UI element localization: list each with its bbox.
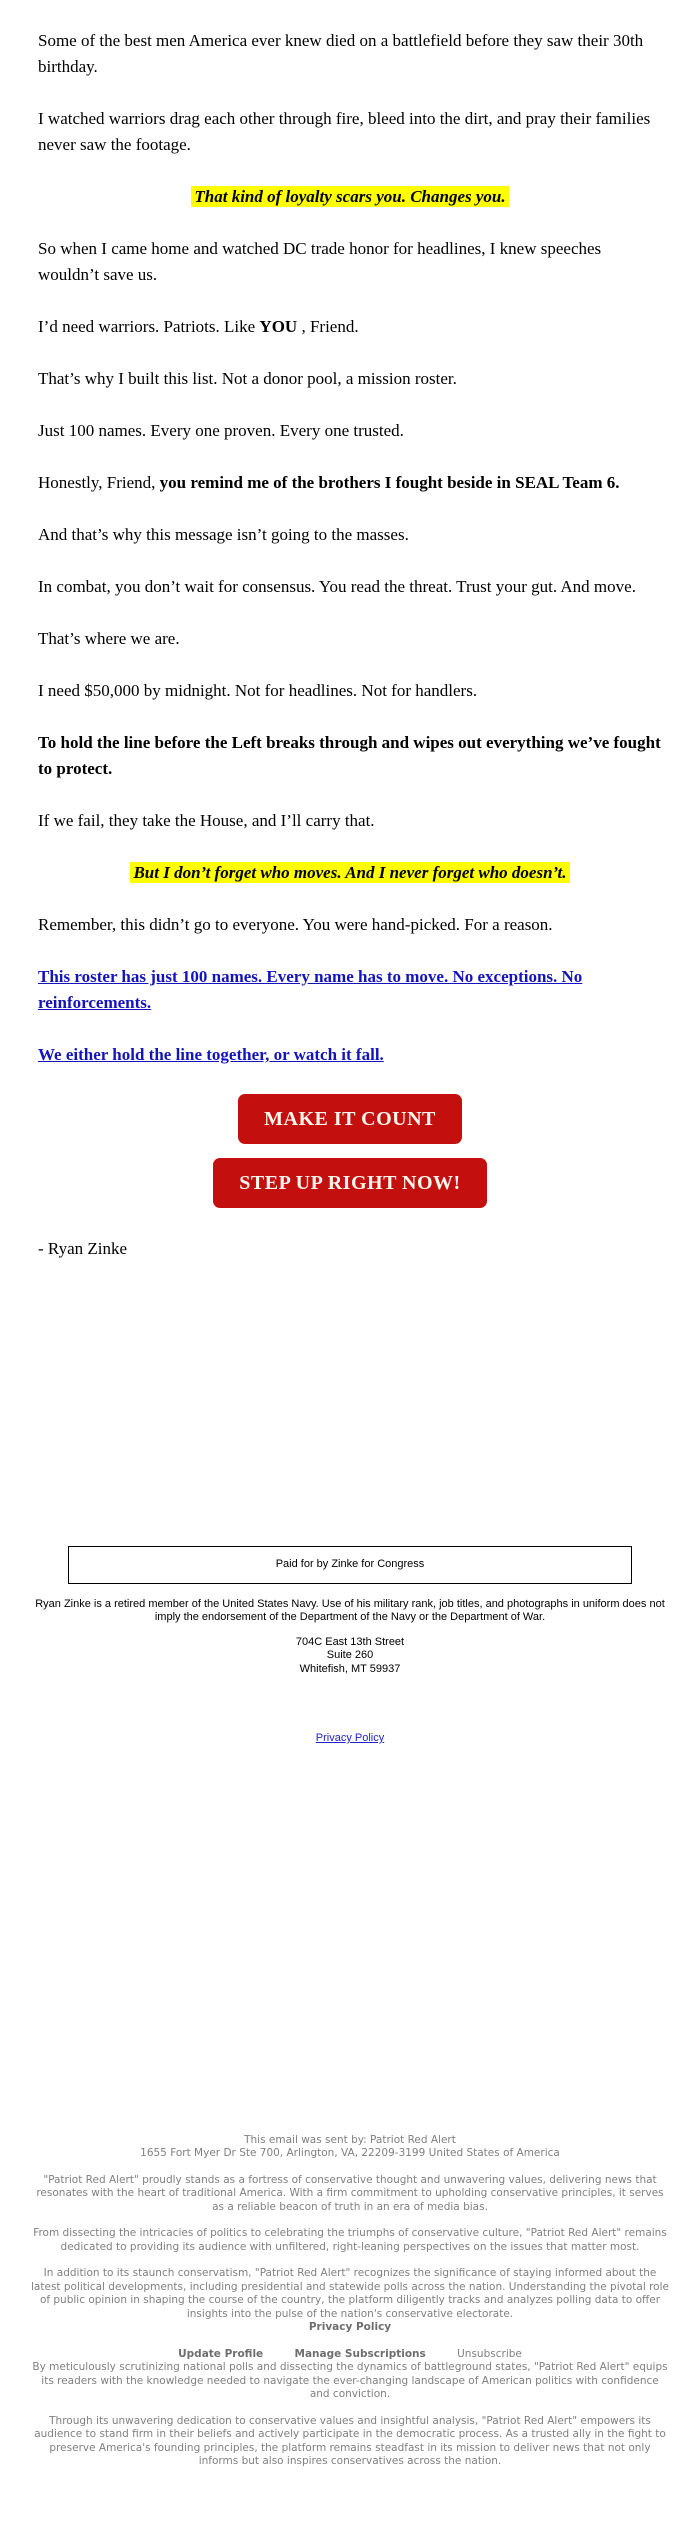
disclaimer-section — [0, 1546, 700, 1746]
cta-row — [38, 1094, 662, 1144]
letter-paragraph: Remember, this didn’t go to everyone. You were hand-picked. For a reason. — [38, 915, 553, 934]
paid-for-box — [68, 1546, 632, 1584]
letter-paragraph: Just 100 names. Every one proven. Every one trusted. — [38, 421, 404, 440]
footer-privacy-policy[interactable]: Privacy Policy — [308, 2321, 392, 2333]
address-line: 704C East 13th Street — [295, 1635, 405, 1648]
email-body — [0, 0, 700, 1262]
highlighted-text: But I don’t forget who moves. And I never forget who doesn’t. — [130, 862, 569, 883]
sender-address-line: 1655 Fort Myer Dr Ste 700, Arlington, VA, 22209-3199 United States of America — [140, 2147, 560, 2159]
roster-link-2[interactable]: We either hold the line together, or watch it fall. — [38, 1045, 384, 1064]
privacy-policy-link[interactable]: Privacy Policy — [315, 1732, 385, 1744]
letter-paragraph: And that’s why this message isn’t going to the masses. — [38, 525, 409, 544]
footer-links-row — [30, 2348, 670, 2362]
address-line: Whitefish, MT 59937 — [299, 1662, 401, 1675]
roster-link-paragraph — [38, 964, 662, 1016]
letter-paragraph: I watched warriors drag each other through fire, bleed into the dirt, and pray their families never saw the footage. — [38, 109, 651, 154]
bold-seal-team: you remind me of the brothers I fought beside in SEAL Team 6. — [159, 473, 620, 492]
letter-paragraph: Honestly, Friend, you remind me of the brothers I fought beside in SEAL Team 6. — [38, 473, 620, 492]
footer-about-paragraph: From dissecting the intricacies of politics to celebrating the triumphs of conservative culture, "Patriot Red Alert" remains dedicated to providing its audience with unfiltered, right-leaning perspectives on the issues that matter most. — [33, 2227, 667, 2253]
unsubscribe-link[interactable]: Unsubscribe — [457, 2347, 522, 2360]
footer-section — [30, 2134, 670, 2532]
whitespace-spacer — [0, 1288, 700, 1546]
address-line: Suite 260 — [326, 1649, 374, 1661]
letter-paragraph: In combat, you don’t wait for consensus. You read the threat. Trust your gut. And move. — [38, 577, 636, 596]
whitespace-spacer — [0, 1746, 700, 2134]
letter-paragraph: I need $50,000 by midnight. Not for headlines. Not for handlers. — [38, 681, 478, 700]
footer-about-paragraph: "Patriot Red Alert" proudly stands as a fortress of conservative thought and unwavering values, delivering news that resonates with the heart of traditional America. With a firm commitment to upholding conservative principles, it serves as a reliable beacon of truth in an era of media bias. — [36, 2173, 664, 2213]
manage-subscriptions-link[interactable]: Manage Subscriptions — [294, 2347, 426, 2360]
navy-disclaimer: Ryan Zinke is a retired member of the United States Navy. Use of his military rank, job titles, and photographs in uniform does not imply the endorsement of the Department of the Navy or the Department of War. — [35, 1597, 665, 1623]
step-up-button[interactable]: STEP UP RIGHT NOW! — [213, 1158, 486, 1208]
letter-paragraph: That’s where we are. — [38, 629, 180, 648]
signature: - Ryan Zinke — [38, 1239, 128, 1258]
update-profile-link[interactable]: Update Profile — [178, 2347, 264, 2360]
sent-by-block — [30, 2134, 670, 2161]
make-it-count-button[interactable]: MAKE IT COUNT — [238, 1094, 462, 1144]
roster-link-1[interactable]: This roster has just 100 names. Every name has to move. No exceptions. No reinforcements. — [38, 967, 583, 1012]
footer-about-paragraph: By meticulously scrutinizing national polls and dissecting the dynamics of battleground states, "Patriot Red Alert" equips its readers with the knowledge needed to navigate the ever-changing landscape of American politics with confidence and conviction. — [32, 2361, 668, 2400]
letter-paragraph: So when I came home and watched DC trade honor for headlines, I knew speeches wouldn’t save us. — [38, 239, 602, 284]
footer-about-paragraph: In addition to its staunch conservatism, "Patriot Red Alert" recognizes the significance of staying informed about the latest political developments, including presidential and statewide polls across the nation. Understanding the pivotal role of public opinion in shaping the course of the country, the platform diligently tracks and analyzes polling data to offer insights into the pulse of the nation's conservative electorate. — [31, 2267, 669, 2320]
sent-by-line: This email was sent by: Patriot Red Alert — [244, 2133, 456, 2146]
letter-paragraph: I’d need warriors. Patriots. Like YOU , Friend. — [38, 317, 359, 336]
letter-paragraph: If we fail, they take the House, and I’ll carry that. — [38, 811, 375, 830]
letter-paragraph: Some of the best men America ever knew died on a battlefield before they saw their 30th birthday. — [38, 31, 644, 76]
highlighted-text: That kind of loyalty scars you. Changes you. — [191, 186, 508, 207]
bold-you: YOU — [259, 317, 298, 336]
bold-paragraph: To hold the line before the Left breaks through and wipes out everything we’ve fought to protect. — [38, 733, 661, 778]
letter-paragraph: That’s why I built this list. Not a donor pool, a mission roster. — [38, 369, 457, 388]
highlight-line — [38, 184, 662, 210]
paid-for-text: Paid for by Zinke for Congress — [275, 1558, 425, 1570]
roster-link-paragraph — [38, 1042, 662, 1068]
cta-row — [38, 1158, 662, 1208]
footer-about-paragraph: Through its unwavering dedication to conservative values and insightful analysis, "Patriot Red Alert" empowers its audience to stand firm in their beliefs and actively participate in the democratic process. As a trusted ally in the fight to preserve America's founding principles, the platform remains steadfast in its mission to deliver news that not only informs but also inspires conservatives across the nation. — [34, 2414, 666, 2467]
campaign-address — [0, 1636, 700, 1677]
highlight-line — [38, 860, 662, 886]
